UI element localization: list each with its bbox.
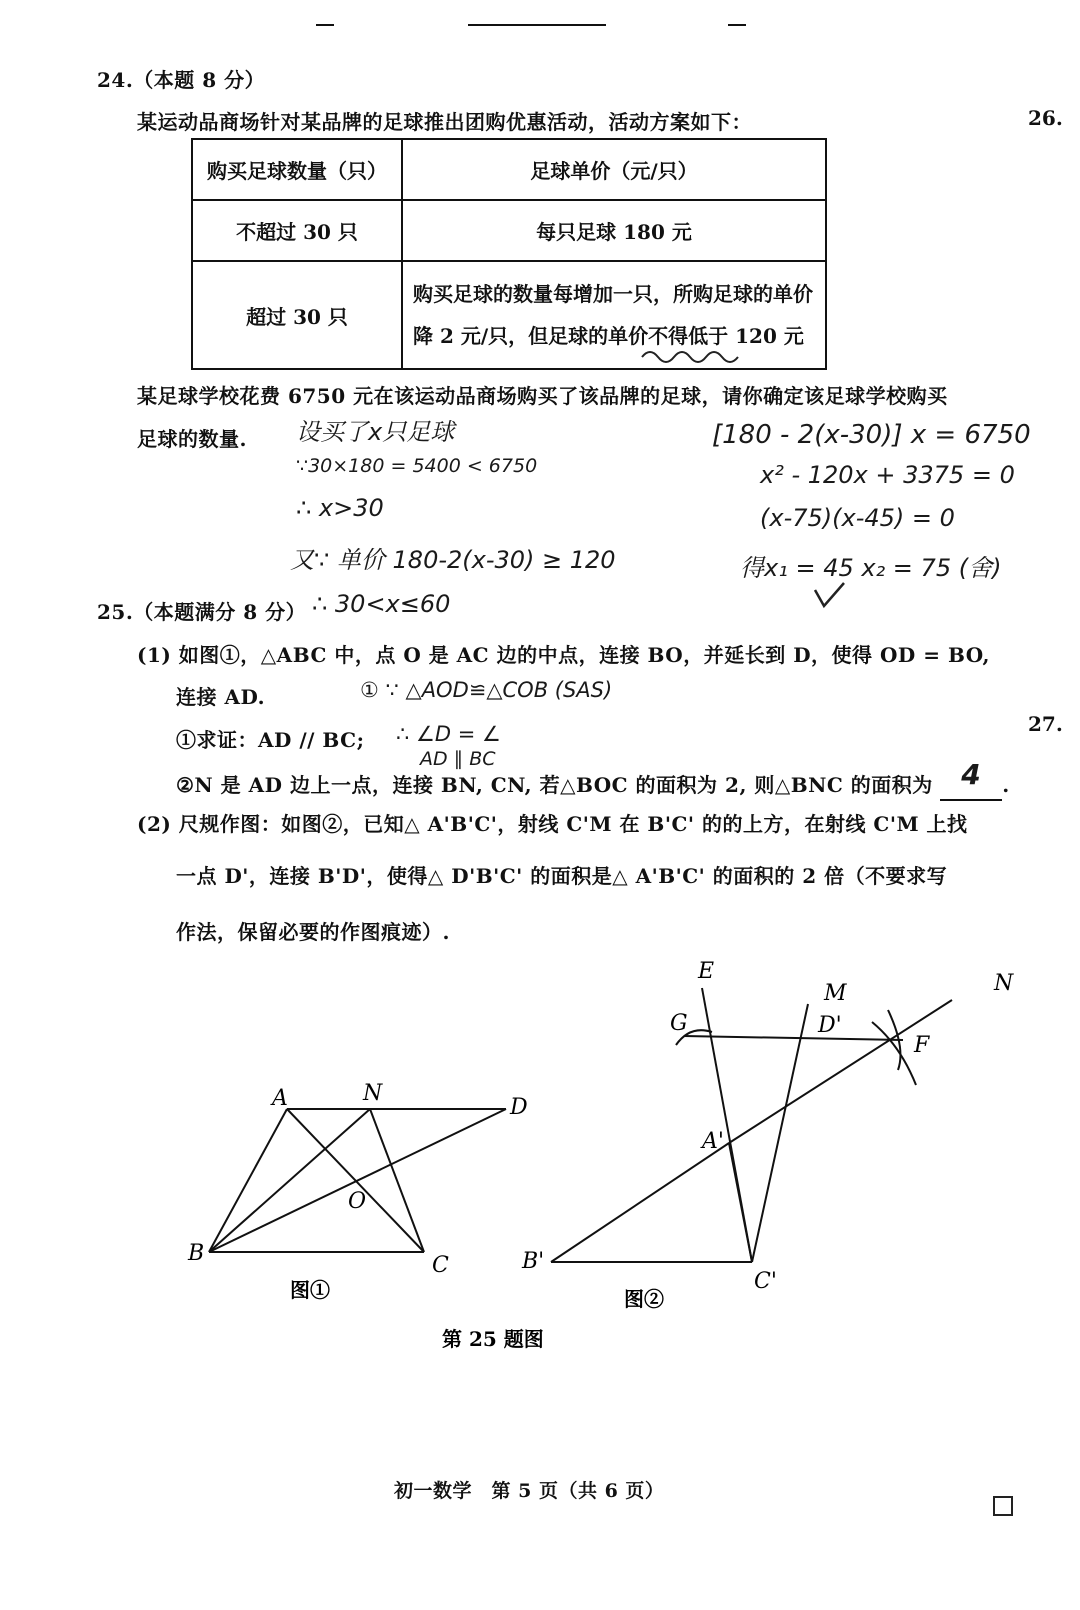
segment-BN [209,1109,370,1252]
fig2-label-G: G [670,1011,688,1036]
table-header-qty: 购买足球数量（只） [192,139,402,200]
handwritten-line: AD ∥ BC [420,748,496,770]
q25-part2-line3: 作法，保留必要的作图痕迹）. [176,920,450,944]
handwritten-answer: 4 [961,758,982,791]
fig1-label-A: A [272,1086,288,1111]
q25-sub2-end: . [1002,773,1010,797]
q25-part1-line2: 连接 AD. [176,685,266,709]
fig1-label-D: D [510,1095,528,1120]
figure-1 [209,1109,506,1252]
handwritten-line: ∵30×180 = 5400 < 6750 [296,455,538,477]
handwritten-line: ∴ ∠D = ∠ [396,722,501,746]
margin-question-26: 26. [1028,106,1063,130]
fig2-label-M: M [824,981,847,1006]
segment-BA-prime [551,1143,729,1262]
segment-GF [684,1036,903,1040]
margin-question-27: 27. [1028,712,1063,736]
handwritten-line: ∴ 30<x≤60 [312,590,451,618]
table-cell-qty: 超过 30 只 [192,261,402,369]
segment-AB [209,1109,287,1252]
q25-part1-line1: (1) 如图①，△ABC 中，点 O 是 AC 边的中点，连接 BO，并延长到 D，使得 OD = BO, [137,643,990,667]
fig2-label-C: C' [754,1269,777,1294]
table-cell-qty: 不超过 30 只 [192,200,402,261]
handwritten-line: ① ∵ △AOD≌△COB (SAS) [360,678,613,702]
segment-BD [209,1109,506,1252]
fig2-label-D: D' [818,1013,842,1038]
handwritten-line: x² - 120x + 3375 = 0 [760,461,1015,489]
table-cell-price: 每只足球 180 元 [402,200,826,261]
handwritten-line: 设买了x只足球 [296,418,455,446]
qr-code-icon [993,1496,1013,1516]
q25-part2-line2: 一点 D'，连接 B'D'，使得△ D'B'C' 的面积是△ A'B'C' 的面积的 2 倍（不要求写 [176,864,948,888]
fig2-label-B: B' [522,1249,545,1274]
handwritten-line: 得x₁ = 45 x₂ = 75 (舍) [740,554,1002,582]
handwritten-line: ∴ x>30 [296,494,384,522]
fig2-label-N: N [994,971,1014,996]
fig1-label-B: B [188,1241,205,1266]
q24-intro: 某运动品商场针对某品牌的足球推出团购优惠活动，活动方案如下： [137,110,752,134]
q25-sub2-text: ②N 是 AD 边上一点，连接 BN, CN, 若△BOC 的面积为 2, 则△BNC 的面积为 [176,773,933,797]
q24-question-line2: 足球的数量. [137,427,247,451]
handwritten-line: [180 - 2(x-30)] x = 6750 [712,420,1031,450]
fig2-label-F: F [914,1033,930,1058]
figure-2 [551,988,952,1262]
table-cell-price-line: 降 2 元/只，但足球的单价不得低于 120 元 [413,324,804,348]
q25-sub1: ①求证：AD // BC; [176,728,365,752]
fig2-label-A: A' [702,1129,724,1154]
handwritten-line: (x-75)(x-45) = 0 [760,504,955,532]
segment-CN [370,1109,424,1252]
ray-CM [752,1004,808,1262]
figure-caption: 第 25 题图 [442,1327,544,1351]
q25-title: 25.（本题满分 8 分） [97,600,307,624]
q25-part2-line1: (2) 尺规作图：如图②，已知△ A'B'C'，射线 C'M 在 B'C' 的的上方，在射线 C'M 上找 [137,812,968,836]
fig1-label-C: C [432,1253,449,1278]
fig2-caption: 图② [624,1287,664,1311]
page-footer: 初一数学 第 5 页（共 6 页） [394,1480,665,1502]
fig1-caption: 图① [290,1278,330,1302]
handwritten-line: 又∵ 单价 180-2(x-30) ≥ 120 [290,546,616,574]
arc-F-1 [872,1022,916,1085]
ray-CE [702,988,752,1262]
fig1-label-O: O [348,1189,367,1214]
q24-title: 24.（本题 8 分） [97,68,266,92]
fig1-label-N: N [363,1081,383,1106]
fig2-label-E: E [698,959,715,984]
table-cell-price-line: 购买足球的数量每增加一只，所购足球的单价 [413,282,813,306]
table-header-price: 足球单价（元/只） [402,139,826,200]
q24-question-line1: 某足球学校花费 6750 元在该运动品商场购买了该品牌的足球，请你确定该足球学校购买 [137,384,948,408]
